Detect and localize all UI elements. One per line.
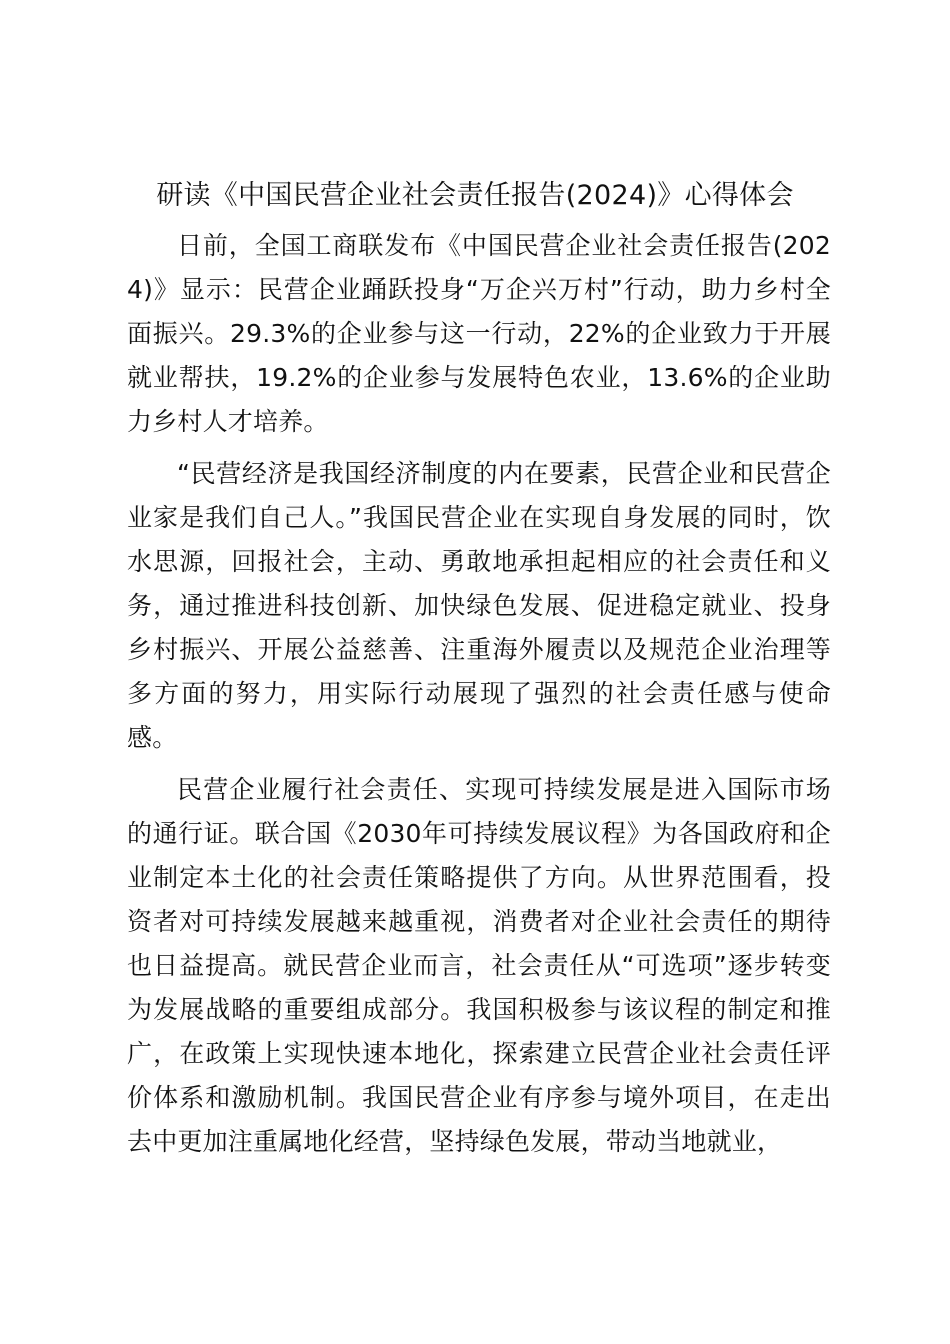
paragraph-3: 民营企业履行社会责任、实现可持续发展是进入国际市场的通行证。联合国《2030年可持续发展议程》为各国政府和企业制定本土化的社会责任策略提供了方向。从世界范围看，投资者对可持续发展越来越重视，消费者对企业社会责任的期待也日益提高。就民营企业而言，社会责任从“可选项”逐步转变为发展战略的重要组成部分。我国积极参与该议程的制定和推广，在政策上实现快速本地化，探索建立民营企业社会责任评价体系和激励机制。我国民营企业有序参与境外项目，在走出去中更加注重属地化经营，坚持绿色发展，带动当地就业， [127,775,831,1156]
document-body [127,224,831,1172]
document-title: 研读《中国民营企业社会责任报告(2024)》心得体会 [156,180,794,211]
paragraph-2: “民营经济是我国经济制度的内在要素，民营企业和民营企业家是我们自己人。”我国民营企业在实现自身发展的同时，饮水思源，回报社会，主动、勇敢地承担起相应的社会责任和义务，通过推进科技创新、加快绿色发展、促进稳定就业、投身乡村振兴、开展公益慈善、注重海外履责以及规范企业治理等多方面的努力，用实际行动展现了强烈的社会责任感与使命感。 [127,459,831,752]
paragraph-1: 日前，全国工商联发布《中国民营企业社会责任报告(2024)》显示：民营企业踊跃投身“万企兴万村”行动，助力乡村全面振兴。29.3%的企业参与这一行动，22%的企业致力于开展就业帮扶，19.2%的企业参与发展特色农业，13.6%的企业助力乡村人才培养。 [127,231,831,436]
